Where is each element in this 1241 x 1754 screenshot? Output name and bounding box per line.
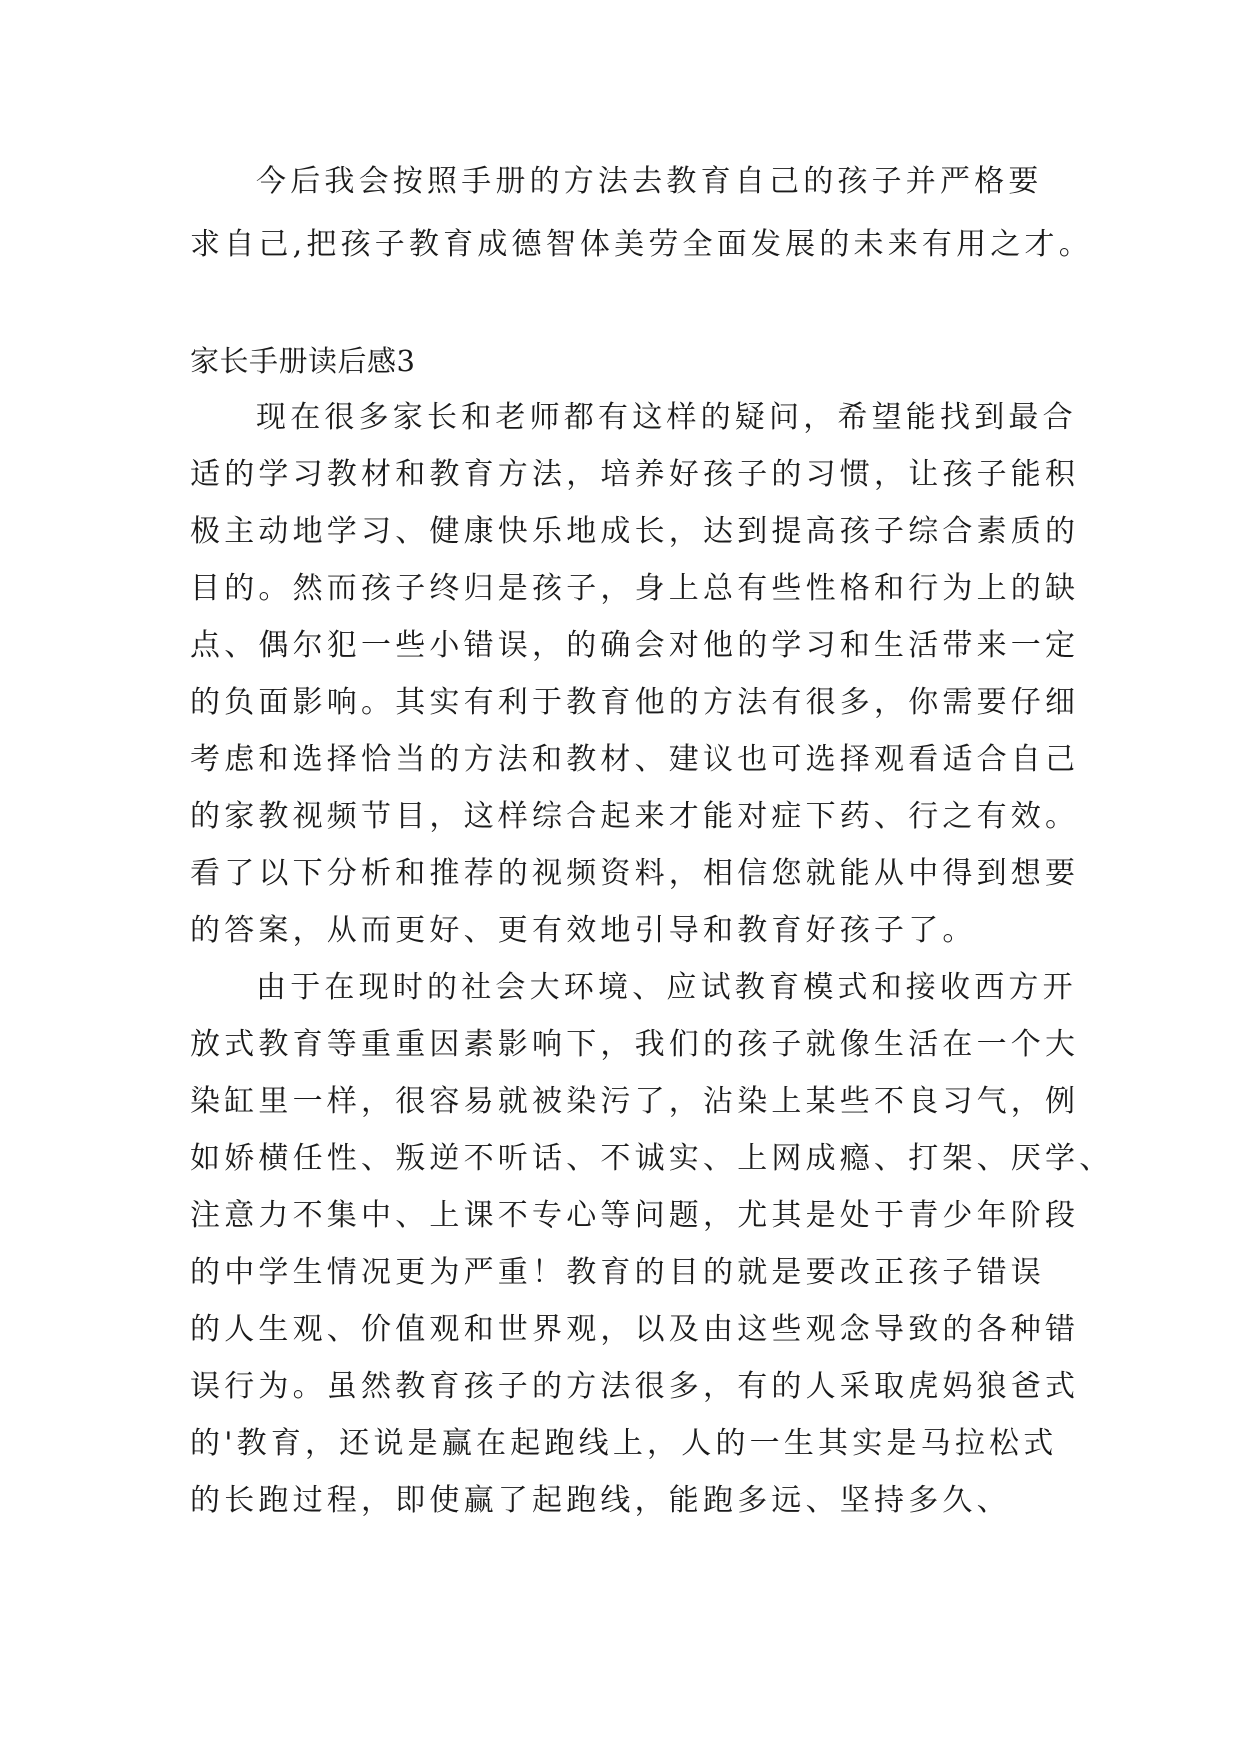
paragraph-2-line-2: 适的学习教材和教育方法，培养好孩子的习惯，让孩子能积 bbox=[190, 457, 1080, 492]
paragraph-2-line-6: 的负面影响。其实有利于教育他的方法有很多，你需要仔细 bbox=[190, 685, 1080, 720]
paragraph-3-line-8: 误行为。虽然教育孩子的方法很多，有的人采取虎妈狼爸式 bbox=[190, 1369, 1080, 1404]
paragraph-3-line-4: 如娇横任性、叛逆不听话、不诚实、上网成瘾、打架、厌学、 bbox=[190, 1141, 1114, 1176]
paragraph-3-line-7: 的人生观、价值观和世界观，以及由这些观念导致的各种错 bbox=[190, 1312, 1080, 1347]
section-heading: 家长手册读后感3 bbox=[190, 344, 416, 378]
paragraph-2-line-10: 的答案，从而更好、更有效地引导和教育好孩子了。 bbox=[190, 913, 977, 948]
paragraph-3-line-2: 放式教育等重重因素影响下，我们的孩子就像生活在一个大 bbox=[190, 1027, 1080, 1062]
paragraph-2-line-7: 考虑和选择恰当的方法和教材、建议也可选择观看适合自己 bbox=[190, 742, 1080, 777]
paragraph-2-line-8: 的家教视频节目，这样综合起来才能对症下药、行之有效。 bbox=[190, 799, 1080, 834]
paragraph-3-line-5: 注意力不集中、上课不专心等问题，尤其是处于青少年阶段 bbox=[190, 1198, 1080, 1233]
paragraph-2-line-9: 看了以下分析和推荐的视频资料，相信您就能从中得到想要 bbox=[190, 856, 1080, 891]
paragraph-3-line-6: 的中学生情况更为严重！教育的目的就是要改正孩子错误 bbox=[190, 1255, 1045, 1290]
paragraph-2-line-4: 目的。然而孩子终归是孩子，身上总有些性格和行为上的缺 bbox=[190, 571, 1080, 606]
paragraph-1-line-2: 求自己,把孩子教育成德智体美劳全面发展的未来有用之才。 bbox=[190, 227, 1093, 262]
paragraph-3-line-9: 的'教育，还说是赢在起跑线上，人的一生其实是马拉松式 bbox=[190, 1426, 1058, 1461]
paragraph-3-line-10: 的长跑过程，即使赢了起跑线，能跑多远、坚持多久、 bbox=[190, 1483, 1011, 1518]
paragraph-2-line-3: 极主动地学习、健康快乐地成长，达到提高孩子综合素质的 bbox=[190, 514, 1080, 549]
paragraph-1-line-1: 今后我会按照手册的方法去教育自己的孩子并严格要 bbox=[256, 164, 1043, 199]
paragraph-3-line-1: 由于在现时的社会大环境、应试教育模式和接收西方开 bbox=[256, 970, 1077, 1005]
paragraph-2-line-1: 现在很多家长和老师都有这样的疑问，希望能找到最合 bbox=[256, 400, 1077, 435]
paragraph-2-line-5: 点、偶尔犯一些小错误，的确会对他的学习和生活带来一定 bbox=[190, 628, 1080, 663]
paragraph-3-line-3: 染缸里一样，很容易就被染污了，沾染上某些不良习气，例 bbox=[190, 1084, 1080, 1119]
